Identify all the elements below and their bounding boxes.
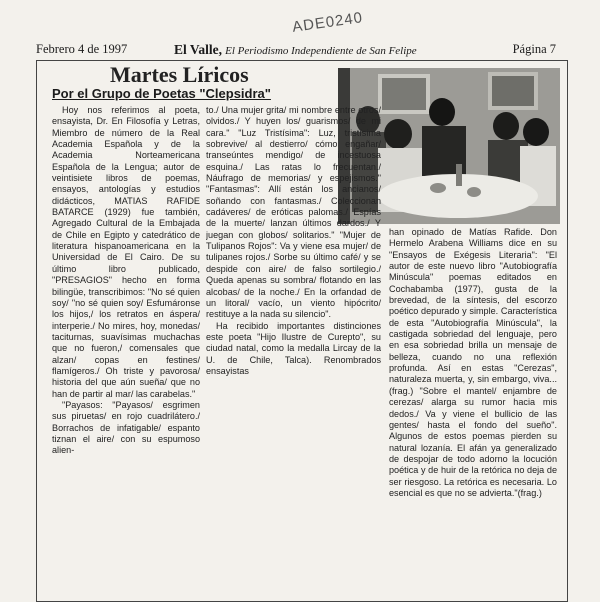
article-column-1 xyxy=(52,105,200,575)
newspaper-tagline: El Periodismo Independiente de San Felipe xyxy=(225,45,417,57)
article-column-3 xyxy=(389,227,557,575)
newspaper-name: El Valle, xyxy=(174,42,223,57)
masthead xyxy=(174,42,417,58)
col2-paragraph: to./ Una mujer grita/ mi nombre entre otros/ olvidos./ Y huyen los/ guarismos/ de mi cara." "Luz Tristísima": Luz, tristísima sobrevive/ al destierro/ cómo engañar/ transeúntes mendigo/ de incestuosa esquina./ Las ratas lo frecuentan./ Náufrago de memorias/ y espejismos." "Fantasmas": Allí están los ancianos/ soñando con fantasmas./ Coleccionan cadáveres/ de eróticas palomas./ Espías de la muerte/ lanzan últimos dardos./ Y juegan con globos/ solitarios." "Mujer de Tulipanos Rojos": Va y viene esa mujer/ de tulipanes rojos./ Sorbe su último café/ y se despide con aire/ de falso sortilegio./ Queda apenas su sombra/ flotando en las alcobas/ de la noche./ En la orfandad de un litoral/ vacío, un viento hipócrito/ restituye a la nada su silencio". xyxy=(206,105,381,320)
article-title: Martes Líricos xyxy=(110,62,249,87)
article-column-2 xyxy=(206,105,381,575)
col3-paragraph: han opinado de Matías Rafide. Don Hermelo Arabena Williams dice en su "Ensayos de Exégesis Literaria": "El autor de este nuevo libro "Autobiografía Minúscula" poemas editados en Cochabamba (1977), gusta de la brevedad, de la síntesis, del escorzo poético depurado y simple. Característica de esta "Autobiografía Minúscula", la castigada sobriedad del lenguaje, pero en esa sobriedad brilla un mensaje de belleza, cuando no una reflexión profunda. Así en estas "Cerezas", naturaleza muerta, y, sin embargo, viva...(frag.) "Sobre el mantel/ enjambre de cerezas/ alarga su rumor hacia mis dedos./ Va y viene el bullicio de las gentes/ hasta el fondo del sueño". Algunos de estos poemas pierden su natural lozanía. El afán ya generalizado de despojar de todo adorno la locución poética y de huir de la retórica no deja de ser riesgoso. La retórica es necesaria. Lo esencial es que no se advierta."(frag.) xyxy=(389,227,557,498)
issue-date: Febrero 4 de 1997 xyxy=(36,42,128,56)
archive-stamp: ADE0240 xyxy=(291,9,365,36)
col1-paragraph: "Payasos: "Payasos/ esgrimen sus piruetas/ en rojo cuadrilátero./ Borrachos de infatigable/ espanto tiznan el aire/ con su espumoso alien- xyxy=(52,399,200,456)
page-number: Página 7 xyxy=(512,42,556,56)
col2-paragraph: Ha recibido importantes distinciones este poeta "Hijo Ilustre de Curepto", su ciudad natal, como la medalla Lircay de la U. de Chile, Talca). Renombrados ensayistas xyxy=(206,320,381,376)
col1-paragraph: Hoy nos referimos al poeta, ensayista, Dr. En Filosofía y Letras, Miembro de número de la Real Academia Española y de la Academia Norteamericana Española de la Lengua; autor de veintisiete libros de poemas, ensayos, antologías y estudios didácticos, MATIAS RAFIDE BATARCE (1929) fue también, Agregado Cultural de la Embajada de Chile en Egipto y catedrático de literatura hispanoamericana en la Universidad de El Cairo. De su último libro publicado, "PRESAGIOS" hecho en forma bilingüe, transcribimos: "No sé quien soy/ "no sé quien soy/ Esfumáronse los hijos,/ los retratos en áspera/ interperie./ No mires, hoy, monedas/ taciturnas, suavísimas muchachas que no fueron,/ comensales que alzan/ copas en festines/ flamígeros./ Oh triste y pavorosa/ historia del que aún sueña/ que no han de partir al mar/ las carabelas." xyxy=(52,105,200,399)
article-subtitle: Por el Grupo de Poetas "Clepsidra" xyxy=(52,86,271,101)
newspaper-header xyxy=(36,42,556,60)
